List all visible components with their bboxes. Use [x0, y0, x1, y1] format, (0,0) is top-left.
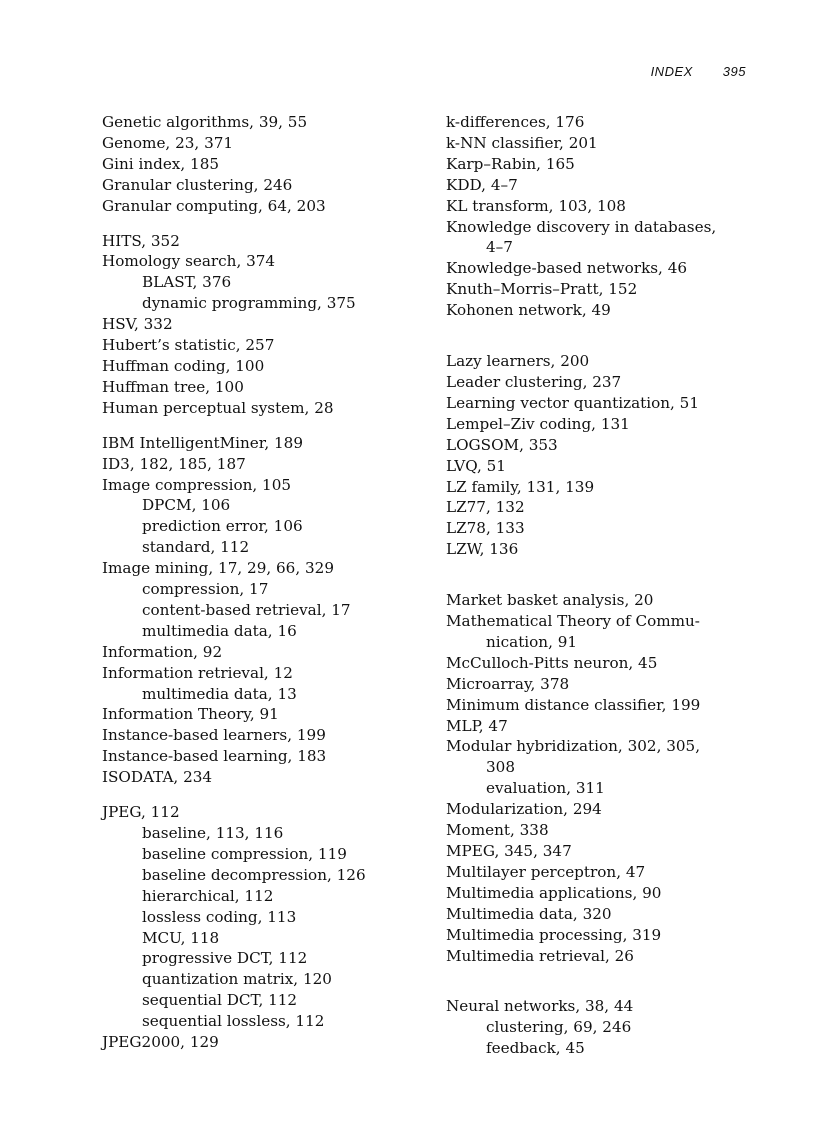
index-entry: Image mining, 17, 29, 66, 329 — [102, 559, 334, 578]
index-entry: Genome, 23, 371 — [102, 133, 234, 152]
section-gap — [102, 217, 402, 231]
index-entry: Learning vector quantization, 51 — [446, 393, 699, 412]
index-subentry: lossless coding, 113 — [142, 907, 297, 926]
index-entry: Karp–Rabin, 165 — [446, 154, 575, 173]
index-entry: Hubert’s statistic, 257 — [102, 336, 275, 355]
index-entry-continuation: nication, 91 — [486, 632, 578, 651]
index-entry: LZW, 136 — [446, 540, 519, 559]
index-entry: LVQ, 51 — [446, 456, 506, 475]
index-entry: k-NN classifier, 201 — [446, 133, 598, 152]
index-subentry: multimedia data, 13 — [142, 684, 297, 703]
index-entry: Mathematical Theory of Commu- — [446, 612, 700, 631]
index-entry: Lazy learners, 200 — [446, 352, 590, 371]
index-entry: Genetic algorithms, 39, 55 — [102, 113, 308, 131]
index-subentry: dynamic programming, 375 — [142, 294, 356, 313]
index-entry: KL transform, 103, 108 — [446, 196, 626, 215]
index-subentry: feedback, 45 — [486, 1039, 585, 1058]
page-number: 395 — [722, 64, 746, 79]
index-entry: Minimum distance classifier, 199 — [446, 695, 701, 714]
index-entry: Human perceptual system, 28 — [102, 398, 334, 417]
index-entry: Granular clustering, 246 — [102, 175, 293, 194]
index-subentry: MCU, 118 — [142, 928, 220, 947]
index-subentry: DPCM, 106 — [142, 496, 231, 515]
index-entry: McCulloch-Pitts neuron, 45 — [446, 653, 658, 672]
index-entry: JPEG, 112 — [102, 803, 180, 822]
index-entry: ID3, 182, 185, 187 — [102, 454, 246, 473]
index-entry: Huffman coding, 100 — [102, 356, 265, 375]
index-entry: IBM IntelligentMiner, 189 — [102, 433, 303, 452]
section-gap — [102, 419, 402, 433]
index-entry: Multimedia data, 320 — [446, 904, 612, 923]
running-head — [651, 64, 746, 79]
index-entry: Homology search, 374 — [102, 252, 276, 271]
index-entry: Knowledge discovery in databases, — [446, 217, 717, 236]
index-entry: LOGSOM, 353 — [446, 435, 558, 454]
index-entry: LZ77, 132 — [446, 498, 525, 517]
index-entry: Multimedia applications, 90 — [446, 883, 662, 902]
index-entry: ISODATA, 234 — [102, 768, 213, 787]
index-entry: Lempel–Ziv coding, 131 — [446, 414, 630, 433]
index-entry: Modular hybridization, 302, 305, — [446, 737, 701, 756]
index-entry: Modularization, 294 — [446, 800, 602, 819]
index-entry: Multimedia retrieval, 26 — [446, 946, 634, 965]
section-gap — [102, 788, 402, 802]
index-entry: Multimedia processing, 319 — [446, 925, 662, 944]
index-entry: HITS, 352 — [102, 231, 180, 250]
index-entry: Image compression, 105 — [102, 475, 292, 494]
section-gap — [446, 560, 756, 590]
index-entry-continuation: 4–7 — [486, 238, 513, 257]
index-entry: Huffman tree, 100 — [102, 377, 244, 396]
index-entry: Kohonen network, 49 — [446, 301, 611, 320]
index-entry: Information retrieval, 12 — [102, 663, 293, 682]
index-subentry: quantization matrix, 120 — [142, 970, 332, 989]
index-entry: Knuth–Morris–Pratt, 152 — [446, 280, 638, 299]
index-subentry: compression, 17 — [142, 580, 269, 599]
index-subentry: content-based retrieval, 17 — [142, 600, 351, 619]
index-entry: Instance-based learning, 183 — [102, 747, 327, 766]
index-entry: MPEG, 345, 347 — [446, 842, 572, 860]
index-entry: KDD, 4–7 — [446, 175, 518, 194]
index-entry: Granular computing, 64, 203 — [102, 196, 326, 215]
index-entry-continuation: 308 — [486, 758, 515, 777]
index-entry: Instance-based learners, 199 — [102, 726, 326, 745]
index-entry: Multilayer perceptron, 47 — [446, 862, 646, 881]
index-entry: Information, 92 — [102, 642, 223, 661]
section-gap — [446, 966, 756, 996]
index-subentry: sequential DCT, 112 — [142, 991, 298, 1010]
index-entry: MLP, 47 — [446, 716, 508, 735]
index-entry: LZ78, 133 — [446, 519, 525, 538]
index-subentry: baseline decompression, 126 — [142, 865, 366, 884]
index-entry: HSV, 332 — [102, 315, 173, 334]
index-subentry: multimedia data, 16 — [142, 621, 297, 640]
index-entry: Knowledge-based networks, 46 — [446, 259, 688, 278]
index-subentry: prediction error, 106 — [142, 517, 303, 536]
index-column-left — [102, 112, 402, 1053]
index-entry: LZ family, 131, 139 — [446, 477, 595, 496]
index-entry: Market basket analysis, 20 — [446, 591, 654, 610]
index-entry: k-differences, 176 — [446, 113, 585, 131]
index-subentry: baseline, 113, 116 — [142, 824, 284, 842]
index-subentry: progressive DCT, 112 — [142, 949, 308, 968]
index-subentry: baseline compression, 119 — [142, 844, 347, 863]
index-entry: Gini index, 185 — [102, 154, 220, 173]
index-entry: Moment, 338 — [446, 821, 549, 840]
index-subentry: standard, 112 — [142, 538, 250, 557]
index-subentry: BLAST, 376 — [142, 273, 232, 292]
running-head-title: INDEX — [650, 64, 693, 79]
index-subentry: evaluation, 311 — [486, 779, 605, 798]
index-entry: Neural networks, 38, 44 — [446, 997, 634, 1016]
index-entry: Information Theory, 91 — [102, 705, 279, 724]
index-column-right — [446, 112, 756, 1059]
index-entry: JPEG2000, 129 — [102, 1033, 219, 1052]
index-subentry: clustering, 69, 246 — [486, 1018, 632, 1037]
index-entry: Microarray, 378 — [446, 674, 570, 693]
index-subentry: hierarchical, 112 — [142, 886, 274, 905]
index-subentry: sequential lossless, 112 — [142, 1012, 325, 1031]
section-gap — [446, 321, 756, 351]
index-entry: Leader clustering, 237 — [446, 372, 622, 391]
